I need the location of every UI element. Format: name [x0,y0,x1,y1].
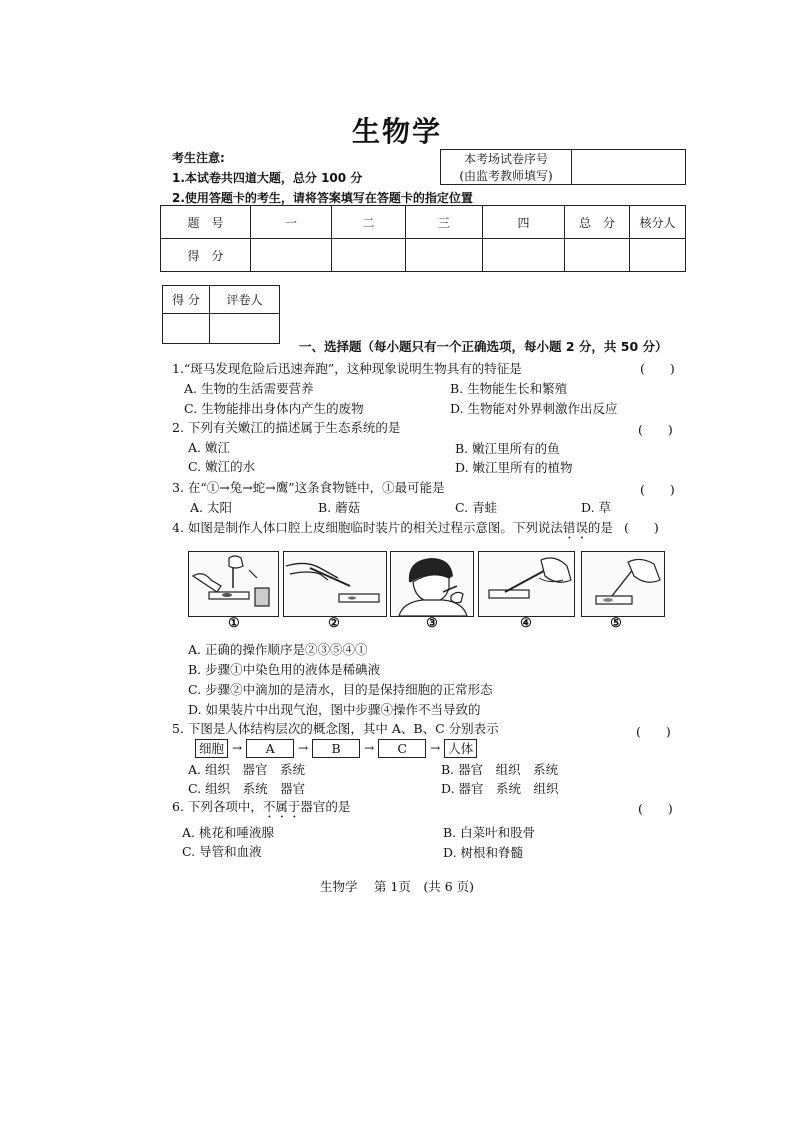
q2-stem: 2. 下列有关嫩江的描述属于生态系统的是 [172,420,401,435]
q3-option-a: A. 太阳 [190,500,232,515]
score-row-label: 得 分 [161,239,251,272]
step-1-label: ① [228,616,240,631]
q4-stem-post: 的是 [587,520,613,535]
q4-option-c: C. 步骤②中滴加的是清水，目的是保持细胞的正常形态 [188,682,493,697]
score-cell-checker[interactable] [630,239,686,272]
q6-option-c: C. 导管和血液 [182,844,262,859]
flow-arrow-icon: → [364,741,375,755]
q3-answer-paren[interactable]: ( ) [640,482,675,497]
q1-option-c: C. 生物能排出身体内产生的废物 [184,401,364,416]
score-header-checker: 核分人 [630,206,686,239]
q6-stem-post: 器官的是 [300,799,351,814]
score-table [160,205,686,272]
flow-c-node: C [378,739,426,758]
q6-stem-emphasis: 不属于 [262,799,301,814]
step-5-image [581,551,665,617]
notes-line-2: 2.使用答题卡的考生，请将答案填写在答题卡的指定位置 [172,191,473,205]
score-header-4: 四 [483,206,565,239]
q6-stem-pre: 6. 下列各项中， [172,799,263,814]
seq-label-1: 本考场试卷序号 [441,150,572,168]
step-5-label: ⑤ [610,616,622,631]
flow-arrow-icon: → [430,741,441,755]
q3-option-d: D. 草 [581,500,612,515]
q6-option-b: B. 白菜叶和股骨 [443,825,536,840]
q3-stem: 3. 在“①→兔→蛇→鹰”这条食物链中，①最可能是 [172,480,445,495]
seq-label-2: (由监考教师填写) [441,167,572,185]
step-2-label: ② [328,616,340,631]
q4-option-d: D. 如果装片中出现气泡，图中步骤④操作不当导致的 [188,702,481,717]
q2-option-c: C. 嫩江的水 [188,459,256,474]
q5-option-c: C. 组织 系统 器官 [188,781,306,796]
q2-answer-paren[interactable]: ( ) [638,422,673,437]
grader-table [162,285,280,344]
q1-option-a: A. 生物的生活需要营养 [184,381,314,396]
q2-option-b: B. 嫩江里所有的鱼 [455,441,560,456]
page-footer: 生物学 第 1页 (共 6 页) [319,879,475,894]
q5-option-d: D. 器官 系统 组织 [441,781,559,796]
step-4-label: ④ [520,616,532,631]
step-3-label: ③ [426,616,438,631]
score-header-2: 二 [332,206,406,239]
q3-option-b: B. 蘑菇 [318,500,361,515]
q5-option-a: A. 组织 器官 系统 [188,762,305,777]
seq-number-box [440,149,686,185]
flow-b-node: B [312,739,360,758]
notes-heading: 考生注意: [172,151,225,165]
score-header-3: 三 [406,206,483,239]
q1-option-d: D. 生物能对外界刺激作出反应 [450,401,618,416]
q5-stem: 5. 下图是人体结构层次的概念图，其中 A、B、C 分别表示 [172,721,499,736]
score-header-total: 总 分 [565,206,630,239]
q4-answer-paren[interactable]: ( ) [624,520,659,535]
q4-stem-emphasis: 错误 [562,520,588,535]
notes-line-1: 1.本试卷共四道大题，总分 100 分 [172,171,363,185]
q2-option-a: A. 嫩江 [188,440,230,455]
q1-answer-paren[interactable]: ( ) [640,361,675,376]
flow-body-node: 人体 [444,739,477,758]
score-cell-total[interactable] [565,239,630,272]
step-4-image [478,551,575,617]
score-header-label: 题 号 [161,206,251,239]
q2-option-d: D. 嫩江里所有的植物 [455,460,573,475]
exam-notes [172,148,473,208]
q5-answer-paren[interactable]: ( ) [636,724,671,739]
q4-option-b: B. 步骤①中染色用的液体是稀碘液 [188,662,381,677]
q6-option-a: A. 桃花和唾液腺 [182,825,274,840]
step-1-image [188,551,279,617]
score-cell-1[interactable] [251,239,332,272]
q6-stem [172,797,350,821]
q6-option-d: D. 树根和脊髓 [443,845,524,860]
flow-arrow-icon: → [298,741,309,755]
q5-option-b: B. 器官 组织 系统 [441,762,559,777]
grader-name-cell[interactable] [210,314,280,344]
step-2-image [283,551,387,617]
grader-score-cell[interactable] [163,314,210,344]
step-3-image [390,551,474,617]
flow-a-node: A [246,739,294,758]
page-title: 生物学 [351,115,442,148]
q1-option-b: B. 生物能生长和繁殖 [450,381,568,396]
q4-stem-pre: 4. 如图是制作人体口腔上皮细胞临时装片的相关过程示意图。下列说法 [172,520,563,535]
grader-score-label: 得 分 [163,286,210,314]
flow-cell-node: 细胞 [195,739,228,758]
q4-option-a: A. 正确的操作顺序是②③⑤④① [188,642,368,657]
score-header-1: 一 [251,206,332,239]
q6-answer-paren[interactable]: ( ) [638,801,673,816]
q4-stem [172,518,613,542]
grader-name-label: 评卷人 [210,286,280,314]
q3-option-c: C. 青蛙 [455,500,498,515]
section-1-heading: 一、选择题（每小题只有一个正确选项，每小题 2 分，共 50 分） [299,339,668,354]
score-cell-2[interactable] [332,239,406,272]
q1-stem: 1.“斑马发现危险后迅速奔跑”，这种现象说明生物具有的特征是 [172,361,522,376]
seq-number-field[interactable] [572,150,686,185]
flow-arrow-icon: → [232,741,243,755]
score-cell-3[interactable] [406,239,483,272]
score-cell-4[interactable] [483,239,565,272]
structure-flow-diagram [195,738,477,758]
